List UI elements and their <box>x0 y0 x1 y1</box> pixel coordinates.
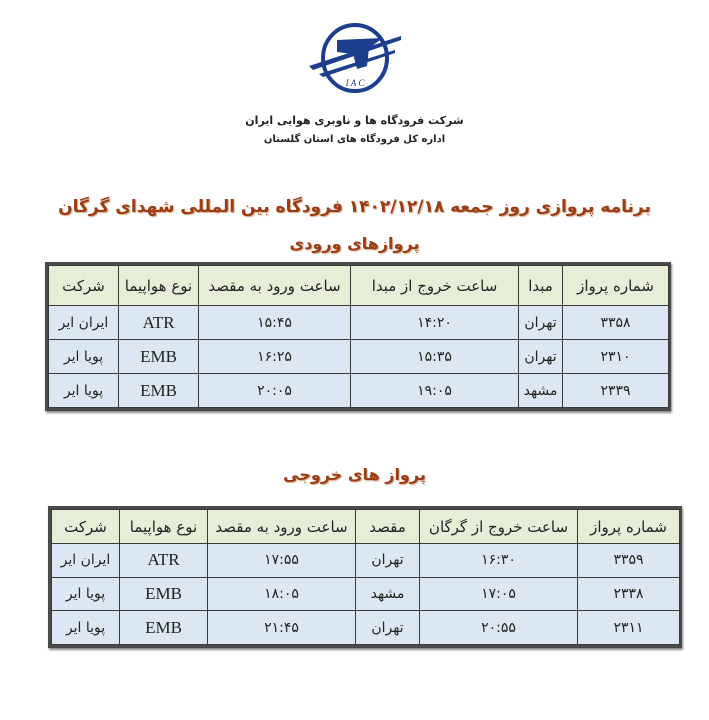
svg-text:I A C: I A C <box>345 78 365 88</box>
arrivals-title: پروازهای ورودی <box>289 234 420 253</box>
column-header: مقصد <box>356 510 420 544</box>
aircraft-type: EMB <box>120 611 208 645</box>
origin: تهران <box>519 306 563 340</box>
departures-title: پرواز های خروجی <box>283 465 426 484</box>
airline: پویا ایر <box>49 374 119 408</box>
airline: پویا ایر <box>52 611 120 645</box>
departure-time: ۱۹:۰۵ <box>351 374 519 408</box>
airline: ایران ایر <box>52 544 120 578</box>
table-row <box>49 340 669 374</box>
page-title: برنامه پروازی روز جمعه ۱۴۰۲/۱۲/۱۸ فرودگاه بین المللی شهدای گرگان <box>58 197 651 217</box>
table-header-row <box>49 266 669 306</box>
flight-number: ۲۳۳۸ <box>578 577 680 611</box>
column-header: ساعت خروج از مبدا <box>351 266 519 306</box>
org-subname: اداره کل فرودگاه های استان گلستان <box>263 134 446 145</box>
column-header: ساعت ورود به مقصد <box>208 510 356 544</box>
destination: تهران <box>356 544 420 578</box>
departure-time: ۱۴:۲۰ <box>351 306 519 340</box>
origin: مشهد <box>519 374 563 408</box>
arrival-time: ۱۶:۲۵ <box>199 340 351 374</box>
iac-logo-icon <box>303 22 407 94</box>
column-header: نوع هواپیما <box>119 266 199 306</box>
column-header: ساعت خروج از گرگان <box>420 510 578 544</box>
departure-time: ۲۰:۵۵ <box>420 611 578 645</box>
column-header: نوع هواپیما <box>120 510 208 544</box>
departure-time: ۱۵:۳۵ <box>351 340 519 374</box>
flight-number: ۳۳۵۹ <box>578 544 680 578</box>
origin: تهران <box>519 340 563 374</box>
table-row <box>52 611 680 645</box>
arrival-time: ۲۰:۰۵ <box>199 374 351 408</box>
flight-number: ۲۳۱۱ <box>578 611 680 645</box>
table-row <box>49 374 669 408</box>
column-header: مبدا <box>519 266 563 306</box>
aircraft-type: ATR <box>119 306 199 340</box>
table-header-row <box>52 510 680 544</box>
aircraft-type: ATR <box>120 544 208 578</box>
departure-time: ۱۷:۰۵ <box>420 577 578 611</box>
flight-number: ۲۳۱۰ <box>563 340 669 374</box>
destination: تهران <box>356 611 420 645</box>
airline: ایران ایر <box>49 306 119 340</box>
arrival-time: ۱۷:۵۵ <box>208 544 356 578</box>
column-header: شماره پرواز <box>563 266 669 306</box>
aircraft-type: EMB <box>119 374 199 408</box>
airline: پویا ایر <box>52 577 120 611</box>
column-header: شماره پرواز <box>578 510 680 544</box>
departure-time: ۱۶:۳۰ <box>420 544 578 578</box>
arrival-time: ۱۵:۴۵ <box>199 306 351 340</box>
arrival-time: ۲۱:۴۵ <box>208 611 356 645</box>
org-name: شرکت فرودگاه ها و ناوبری هوایی ایران <box>245 114 464 127</box>
flight-number: ۲۳۳۹ <box>563 374 669 408</box>
column-header: ساعت ورود به مقصد <box>199 266 351 306</box>
flight-number: ۳۳۵۸ <box>563 306 669 340</box>
aircraft-type: EMB <box>120 577 208 611</box>
table-row <box>52 544 680 578</box>
table-row <box>49 306 669 340</box>
column-header: شرکت <box>52 510 120 544</box>
column-header: شرکت <box>49 266 119 306</box>
destination: مشهد <box>356 577 420 611</box>
airline: پویا ایر <box>49 340 119 374</box>
aircraft-type: EMB <box>119 340 199 374</box>
departures-table <box>48 506 682 648</box>
arrival-time: ۱۸:۰۵ <box>208 577 356 611</box>
arrivals-table <box>45 262 671 411</box>
table-row <box>52 577 680 611</box>
